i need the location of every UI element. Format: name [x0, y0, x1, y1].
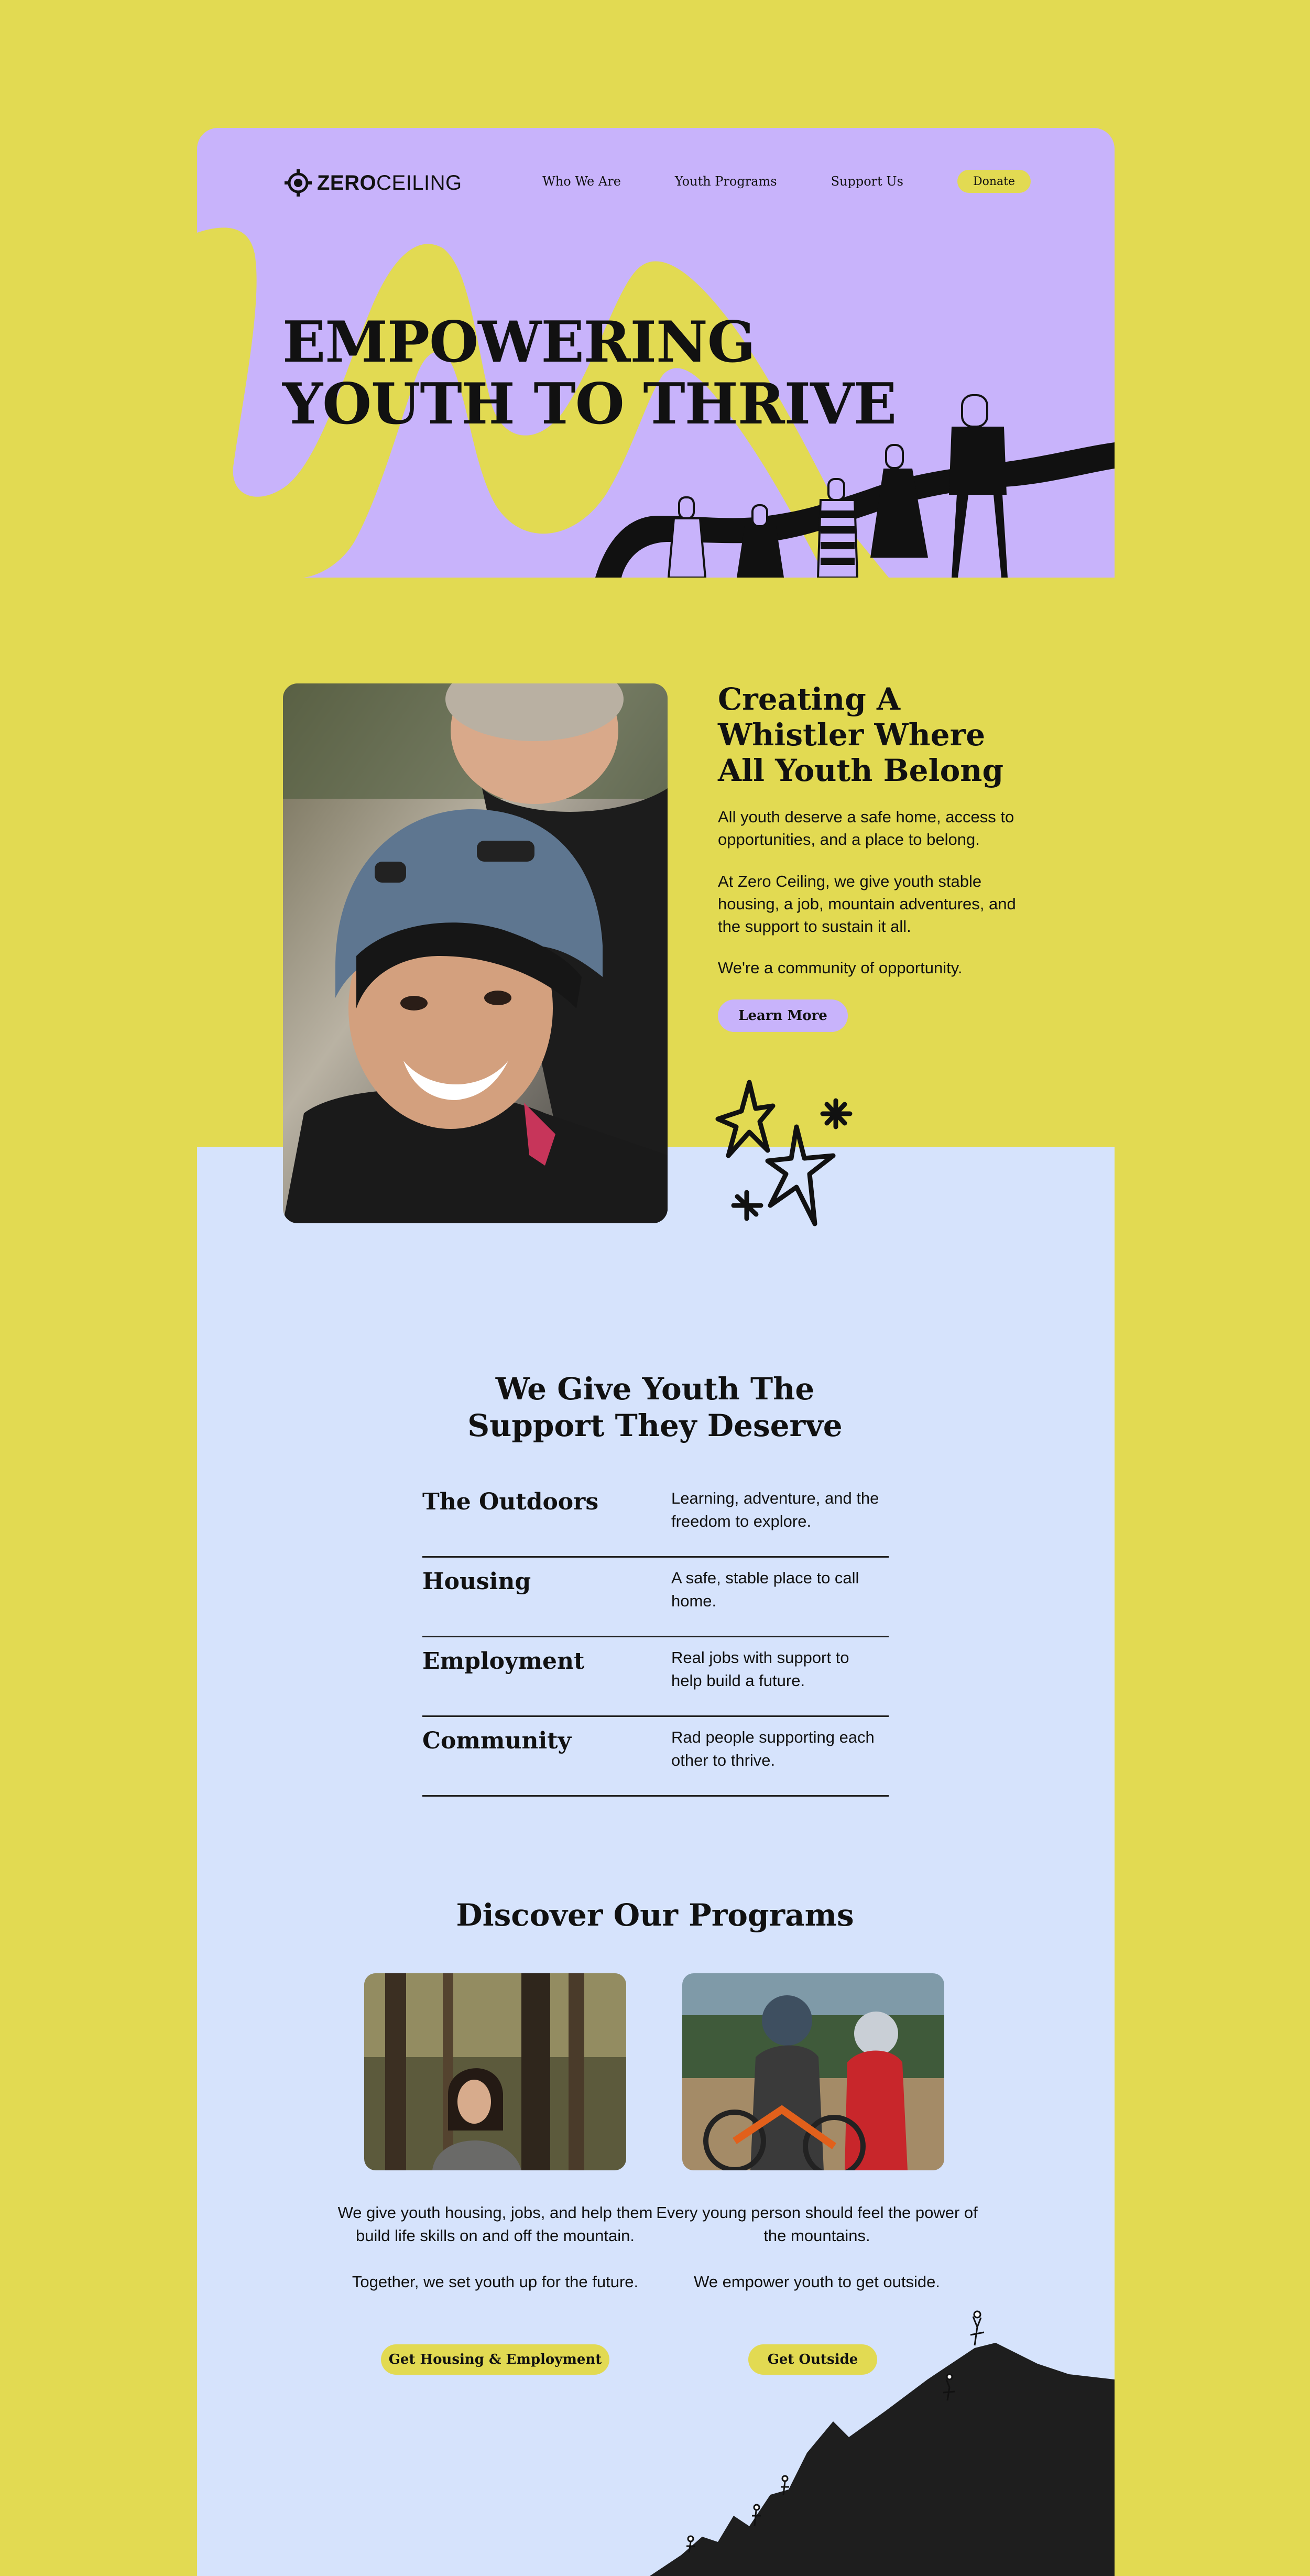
support-label: Employment: [422, 1648, 585, 1675]
program-outdoors-desc: Every young person should feel the power of the mountains.: [656, 2203, 978, 2245]
logo-text-bold: ZERO: [317, 171, 377, 194]
get-housing-employment-button[interactable]: Get Housing & Employment: [381, 2344, 609, 2375]
hero-title: EMPOWERING YOUTH TO THRIVE: [282, 309, 897, 437]
learn-more-button[interactable]: Learn More: [718, 999, 848, 1032]
youth-helmet-photo: [283, 683, 668, 1223]
support-heading: We Give Youth The Support They Deserve: [467, 1371, 843, 1443]
nav-youth-programs[interactable]: Youth Programs: [674, 174, 777, 189]
support-row-employment: [422, 1637, 889, 1717]
main-nav: [488, 170, 1031, 193]
support-row-housing: [422, 1558, 889, 1637]
mountain-climbers-illustration: [650, 2296, 1115, 2576]
target-logo-icon: [283, 168, 313, 198]
donate-button[interactable]: Donate: [957, 170, 1031, 193]
holding-hands-illustration: [595, 385, 1115, 578]
support-list: [422, 1478, 889, 1797]
sparkle-stars-icon: [713, 1077, 859, 1234]
support-desc: Rad people supporting each other to thrive.: [671, 1728, 875, 1769]
forest-youth-photo: [364, 1973, 626, 2170]
support-row-outdoors: [422, 1478, 889, 1558]
support-desc: A safe, stable place to call home.: [671, 1569, 859, 1610]
program-housing-desc: We give youth housing, jobs, and help them build life skills on and off the mountain.: [337, 2203, 653, 2245]
site-logo[interactable]: [283, 165, 462, 201]
support-row-community: [422, 1717, 889, 1797]
program-housing-text: [333, 2201, 658, 2317]
nav-who-we-are[interactable]: Who We Are: [542, 174, 621, 189]
get-outside-button[interactable]: Get Outside: [748, 2344, 877, 2375]
logo-text-light: CEILING: [376, 171, 462, 194]
support-label: The Outdoors: [422, 1488, 599, 1515]
nav-support-us[interactable]: Support Us: [831, 174, 903, 189]
mountain-bikers-photo: [682, 1973, 944, 2170]
support-label: Community: [422, 1727, 572, 1754]
support-label: Housing: [422, 1568, 531, 1595]
program-housing-tagline: Together, we set youth up for the future.: [352, 2273, 639, 2291]
program-outdoors-tagline: We empower youth to get outside.: [694, 2273, 940, 2291]
intro-paragraph-3: We're a community of opportunity.: [718, 959, 963, 977]
support-desc: Real jobs with support to help build a future.: [671, 1648, 849, 1690]
intro-heading: Creating A Whistler Where All Youth Belong: [718, 681, 1003, 788]
intro-paragraph-1: All youth deserve a safe home, access to opportunities, and a place to belong.: [718, 808, 1014, 849]
support-desc: Learning, adventure, and the freedom to explore.: [671, 1489, 879, 1530]
hero-banner: [197, 128, 1115, 578]
programs-heading: Discover Our Programs: [456, 1897, 854, 1933]
intro-paragraph-2: At Zero Ceiling, we give youth stable housing, a job, mountain adventures, and the support to sustain it all.: [718, 872, 1016, 936]
